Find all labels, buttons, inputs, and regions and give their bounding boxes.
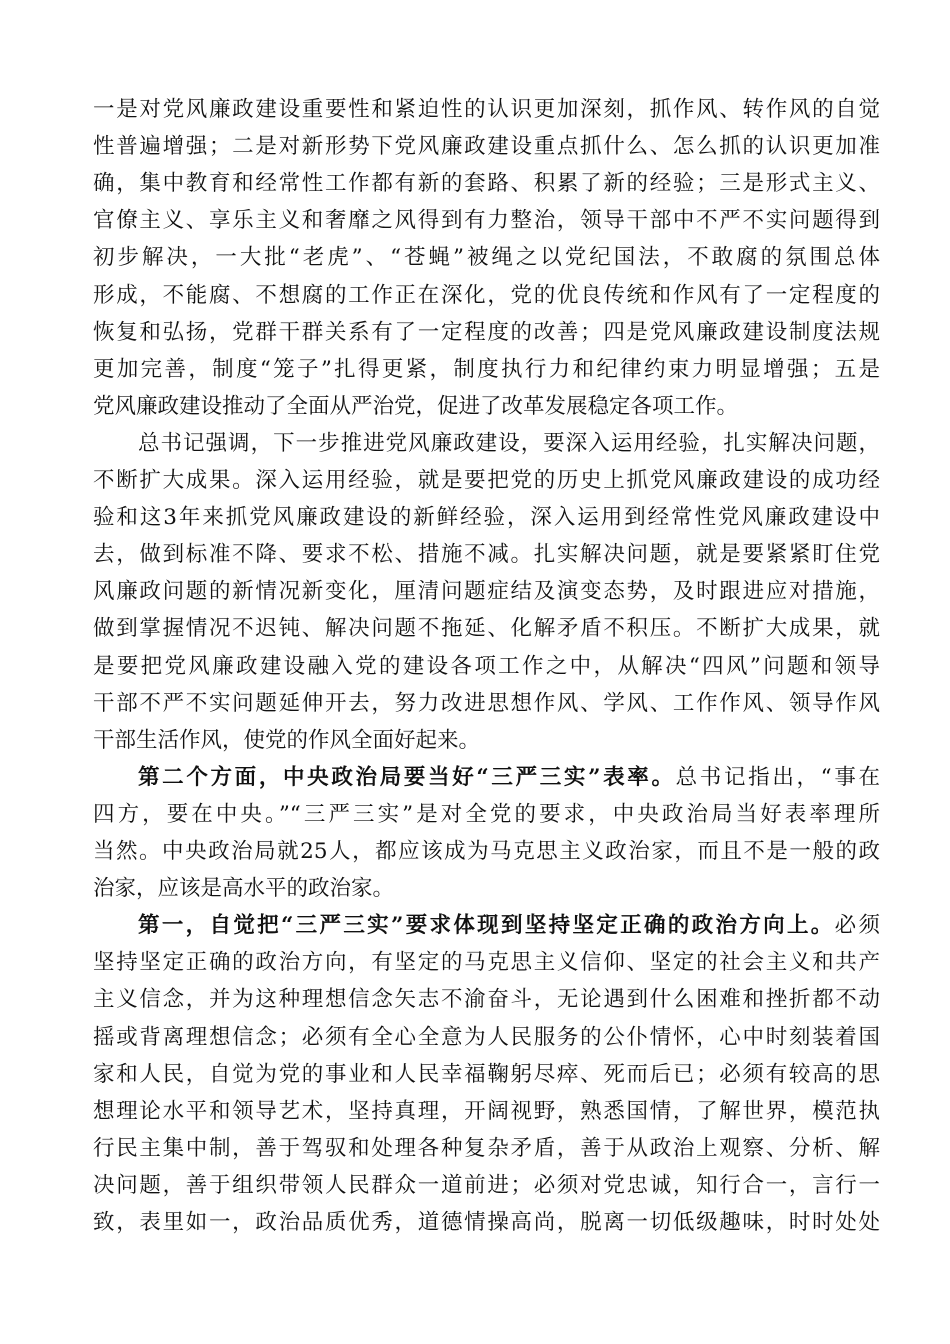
text-line <box>138 913 880 939</box>
line-text: 决问题，善于组织带领人民群众一道前进；必须对党忠诚，知行合一，言行一 <box>93 1172 880 1198</box>
text-line <box>93 839 880 865</box>
text-line <box>93 97 880 123</box>
line-text: 行民主集中制，善于驾驭和处理各种复杂矛盾，善于从政治上观察、分析、解 <box>93 1135 880 1161</box>
text-line <box>93 950 880 976</box>
line-text: 总书记指出，“事在 <box>675 764 880 790</box>
line-text: 摇或背离理想信念；必须有全心全意为人民服务的公仆情怀，心中时刻装着国 <box>93 1024 880 1050</box>
text-line <box>93 357 880 383</box>
line-text: 四方，要在中央。”“三严三实”是对全党的要求，中央政治局当好表率理所 <box>93 801 880 827</box>
line-text: 主义信念，并为这种理想信念矢志不渝奋斗，无论遇到什么困难和挫折都不动 <box>93 987 880 1013</box>
line-text: 更加完善，制度“笼子”扎得更紧，制度执行力和纪律约束力明显增强；五是 <box>93 356 880 382</box>
text-line <box>93 208 880 234</box>
text-line <box>93 283 880 309</box>
line-text: 必须 <box>834 913 880 939</box>
text-line <box>93 468 880 494</box>
line-text: 坚持坚定正确的政治方向，有坚定的马克思主义信仰、坚定的社会主义和共产 <box>93 950 880 976</box>
text-line <box>93 505 880 531</box>
line-text: 初步解决，一大批“老虎”、“苍蝇”被绳之以党纪国法，不敢腐的氛围总体 <box>93 245 880 271</box>
line-text: 恢复和弘扬，党群干群关系有了一定程度的改善；四是党风廉政建设制度法规 <box>93 319 880 345</box>
text-line <box>93 579 880 605</box>
text-line <box>93 171 880 197</box>
line-text: 官僚主义、享乐主义和奢靡之风得到有力整治，领导干部中不严不实问题得到 <box>93 208 880 234</box>
line-text: 当然。中央政治局就25人，都应该成为马克思主义政治家，而且不是一般的政 <box>93 839 880 864</box>
line-text: 验和这3年来抓党风廉政建设的新鲜经验，深入运用到经常性党风廉政建设中 <box>93 505 880 531</box>
line-text: 致，表里如一，政治品质优秀，道德情操高尚，脱离一切低级趣味，时时处处 <box>93 1210 880 1235</box>
text-line <box>93 542 880 568</box>
line-text: 一是对党风廉政建设重要性和紧迫性的认识更加深刻，抓作风、转作风的自觉 <box>93 97 880 122</box>
line-text: 做到掌握情况不迟钝、解决问题不拖延、化解矛盾不积压。不断扩大成果，就 <box>93 616 880 642</box>
line-text: 干部不严不实问题延伸开去，努力改进思想作风、学风、工作作风、领导作风 <box>93 690 880 716</box>
line-text: 党风廉政建设推动了全面从严治党，促进了改革发展稳定各项工作。 <box>93 393 739 419</box>
line-text: 性普遍增强；二是对新形势下党风廉政建设重点抓什么、怎么抓的认识更加准 <box>93 134 880 160</box>
text-line <box>93 691 880 717</box>
line-text: 风廉政问题的新情况新变化，厘清问题症结及演变态势，及时跟进应对措施， <box>93 579 880 605</box>
text-line <box>93 320 880 346</box>
text-line <box>93 245 880 271</box>
line-text: 是要把党风廉政建设融入党的建设各项工作之中，从解决“四风”问题和领导 <box>93 653 880 679</box>
line-text: 去，做到标准不降、要求不松、措施不减。扎实解决问题，就是要紧紧盯住党 <box>93 542 880 568</box>
text-line <box>93 1062 880 1088</box>
text-line <box>93 394 880 420</box>
text-line <box>93 654 880 680</box>
text-line <box>93 876 880 902</box>
text-line <box>93 1210 880 1236</box>
bold-heading: 第一，自觉把“三严三实”要求体现到坚持坚定正确的政治方向上。 <box>138 913 835 939</box>
text-line <box>93 616 880 642</box>
text-line <box>93 134 880 160</box>
text-line <box>93 802 880 828</box>
line-text: 形成，不能腐、不想腐的工作正在深化，党的优良传统和作风有了一定程度的 <box>93 282 880 308</box>
text-line <box>138 765 880 791</box>
text-line <box>138 431 880 457</box>
text-line <box>93 1136 880 1162</box>
text-line <box>93 1099 880 1125</box>
line-text: 干部生活作风，使党的作风全面好起来。 <box>93 727 481 753</box>
line-text: 家和人民，自觉为党的事业和人民幸福鞠躬尽瘁、死而后已；必须有较高的思 <box>93 1061 880 1087</box>
line-text: 确，集中教育和经常性工作都有新的套路、积累了新的经验；三是形式主义、 <box>93 171 880 197</box>
text-line <box>93 728 880 754</box>
line-text: 治家，应该是高水平的政治家。 <box>93 876 395 902</box>
bold-heading: 第二个方面，中央政治局要当好“三严三实”表率。 <box>138 764 676 790</box>
text-line <box>93 987 880 1013</box>
line-text: 不断扩大成果。深入运用经验，就是要把党的历史上抓党风廉政建设的成功经 <box>93 468 880 493</box>
text-line <box>93 1173 880 1199</box>
line-text: 总书记强调，下一步推进党风廉政建设，要深入运用经验，扎实解决问题， <box>138 430 880 456</box>
text-line <box>93 1025 880 1051</box>
line-text: 想理论水平和领导艺术，坚持真理，开阔视野，熟悉国情，了解世界，模范执 <box>93 1098 880 1124</box>
